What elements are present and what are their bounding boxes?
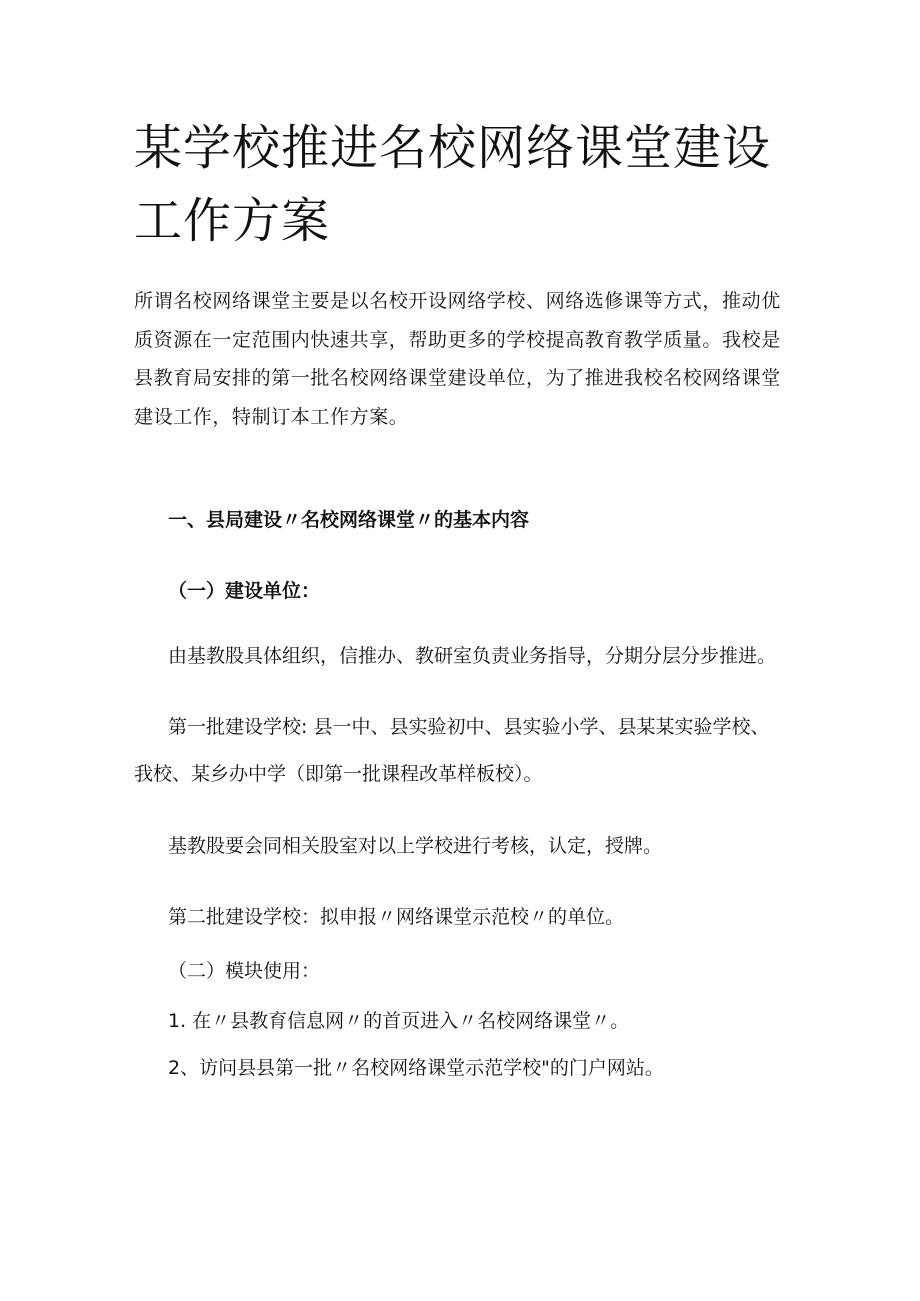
subsection-heading-construction-units: （一）建设单位： — [168, 580, 321, 602]
list-item-2: 2、访问县县第一批〃名校网络课堂示范学校"的门户网站。 — [168, 1057, 664, 1079]
document-title: 某学校推进名校网络课堂建设工作方案 — [134, 120, 772, 249]
paragraph-second-batch: 第二批建设学校：拟申报〃网络课堂示范校〃的单位。 — [168, 906, 625, 928]
paragraph-first-batch-line-2: 我校、某乡办中学（即第一批课程改革样板校）。 — [134, 763, 543, 785]
paragraph-first-batch-line-1: 第一批建设学校: 县一中、县实验初中、县实验小学、县某某实验学校、 — [168, 716, 770, 738]
intro-paragraph: 所谓名校网络课堂主要是以名校开设网络学校、网络选修课等方式，推动优质资源在一定范围内快速共享，帮助更多的学校提高教育教学质量。我校是县教育局安排的第一批名校网络课堂建设单位，为了推进我校名校网络课堂建设工作，特制订本工作方案。 — [134, 290, 781, 428]
list-item-1: 1. 在〃县教育信息网〃的首页进入〃名校网络课堂〃。 — [168, 1010, 630, 1032]
paragraph-organizer: 由基教股具体组织，信推办、教研室负责业务指导，分期分层分步推进。 — [168, 645, 777, 667]
paragraph-assessment: 基教股要会同相关股室对以上学校进行考核，认定，授牌。 — [168, 835, 663, 857]
subsection-heading-module-usage: （二）模块使用： — [168, 960, 321, 982]
section-heading-basic-content: 一、县局建设〃名校网络课堂〃的基本内容 — [168, 509, 530, 531]
